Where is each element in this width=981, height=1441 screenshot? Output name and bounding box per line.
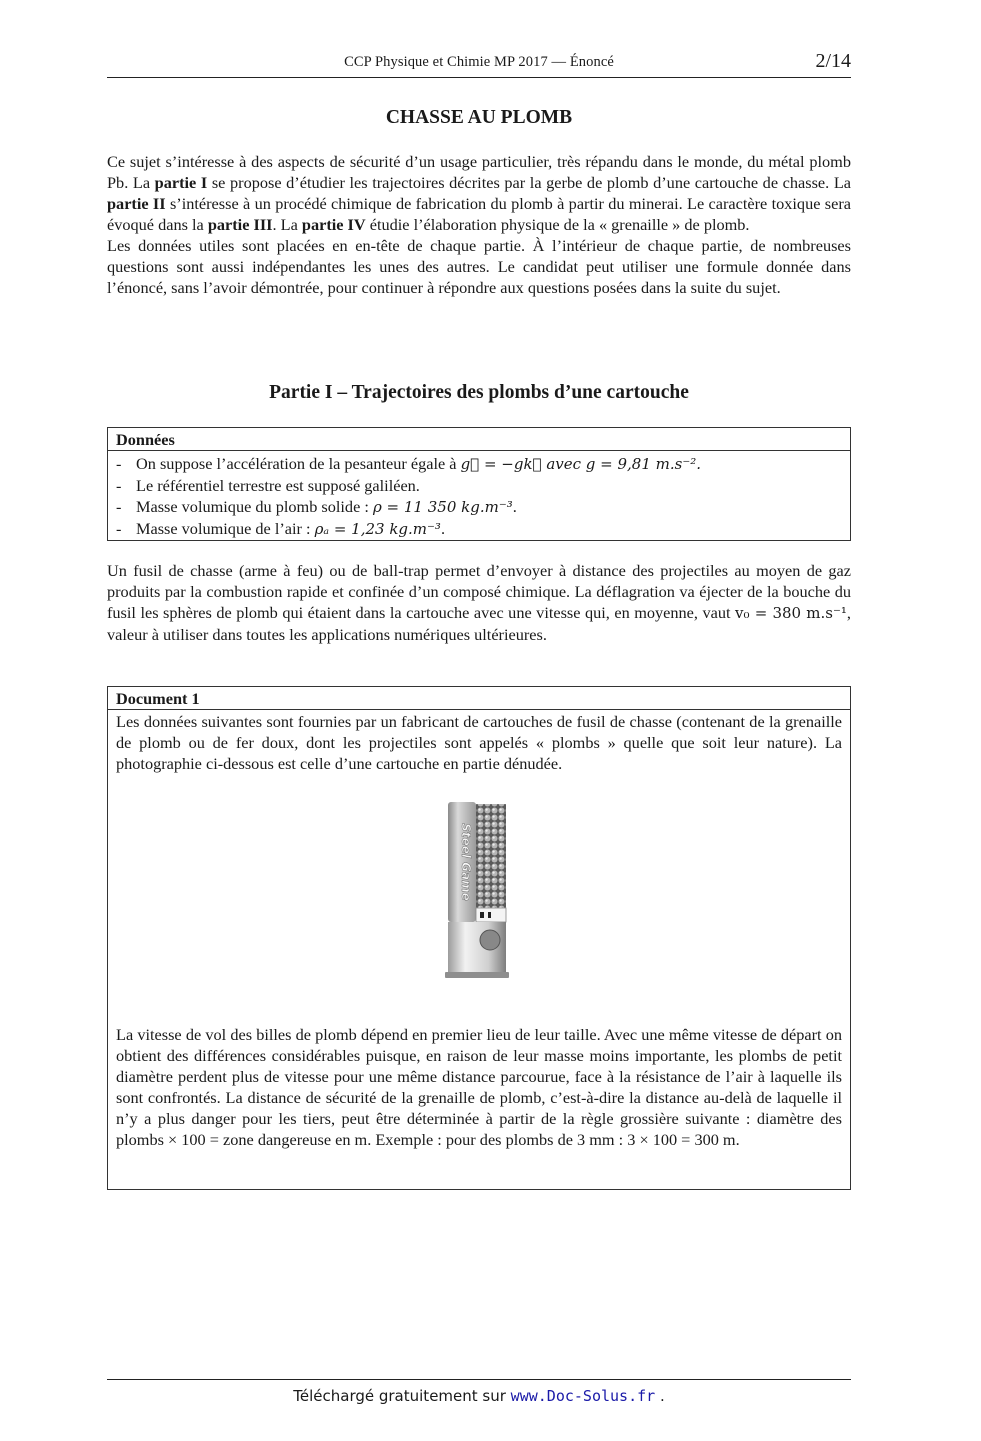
intro-bold-partie-4: partie IV [301,215,366,234]
donnees-item-end: . [512,497,517,516]
donnees-box [107,427,851,541]
intro-text-5: étudie l’élaboration physique de la « grenaille » de plomb. [365,215,750,234]
footer-link[interactable]: www.Doc-Solus.fr [510,1387,656,1405]
page-number: 2/14 [815,50,851,72]
donnees-item: - Masse volumique du plomb solide : ρ = 11 350 kg.m⁻³. [116,497,517,516]
page-footer [107,1387,851,1405]
document-1-p2: La vitesse de vol des billes de plomb dépend en premier lieu de leur taille. Avec une même vitesse de départ on obtient des différences considérables puisque, en raison de leur masse moins importante, les plombs de petit diamètre perdent plus de vitesse pour une même distance parcourue, face à la résistance de l’air à laquelle ils sont confrontés. La distance de sécurité de la grenaille de plomb, c’est-à-dire la distance au-delà de laquelle il n’y a plus danger pour les tiers, peut être déterminée à partir de la règle grossière suivante : diamètre des plombs × 100 = zone dangereuse en m. Exemple : pour des plombs de 3 mm : 3 × 100 = 300 m. [116,1025,842,1149]
document-1-heading: Document 1 [116,689,200,708]
fusil-text [107,560,851,645]
footer-rule [107,1379,851,1380]
donnees-item-end: . [440,519,446,538]
fusil-math: v₀ = 380 m.s⁻¹ [735,604,847,622]
donnees-heading: Données [108,428,850,451]
intro-bold-partie-1: partie I [154,173,208,192]
donnees-item: - On suppose l’accélération de la pesanteur égale à g⃗ = −gk⃗ avec g = 9,81 m.s⁻². [116,454,702,473]
fusil-text-body: Un fusil de chasse (arme à feu) ou de ball-trap permet d’envoyer à distance des projectiles au moyen de gaz produits par la combustion rapide et confinée d’un composé chimique. La déflagration va éjecter de la bouche du fusil les sphères de plomb qui étaient dans la cartouche avec une vitesse qui, en moyenne, vaut [107,561,851,622]
footer-text: Téléchargé gratuitement sur [293,1387,511,1405]
cartridge-photo [442,800,512,980]
intro-p2: Les données utiles sont placées en en-tête de chaque partie. À l’intérieur de chaque partie, de nombreuses questions sont aussi indépendantes les unes des autres. Le candidat peut utiliser une formule donnée dans l’énoncé, sans l’avoir démontrée, pour continuer à répondre aux questions posées dans la suite du sujet. [107,236,851,297]
fusil-text-end: , valeur à utiliser dans toutes les applications numériques ultérieures. [107,603,851,644]
donnees-item: - Le référentiel terrestre est supposé galiléen. [116,476,420,495]
intro-text-3: s’intéresse à un procédé chimique de fabrication du plomb à partir du minerai. Le caractère toxique sera évoqué dans la [107,194,851,234]
donnees-item-math: g⃗ = −gk⃗ avec g = 9,81 m.s⁻². [460,455,702,473]
brass-head [448,922,506,974]
intro-paragraph [107,151,851,298]
intro-text-2: se propose d’étudier les trajectoires décrites par la gerbe de plomb d’une cartouche de chasse. La [207,173,852,192]
intro-bold-partie-2: partie II [107,194,166,213]
fusil-paragraph [107,560,851,645]
header-title: CCP Physique et Chimie MP 2017 — Énoncé [344,54,614,70]
intro-text-4: . La [272,215,302,234]
part1-title: Partie I – Trajectoires des plombs d’une cartouche [269,382,689,403]
main-title: CHASSE AU PLOMB [385,107,573,128]
donnees-list [108,451,850,540]
cartridge-label: Steel Game [459,823,473,901]
donnees-item-text: Masse volumique de l’air : [136,519,315,538]
intro-bold-partie-3: partie III [207,215,273,234]
intro-p1 [107,151,851,235]
donnees-item-math: ρₐ = 1,23 kg.m⁻³ [314,520,441,538]
page-header [107,50,851,78]
document-1-p1: Les données suivantes sont fournies par un fabricant de cartouches de fusil de chasse (contenant de la grenaille de plomb ou de fer doux, dont les projectiles sont appelés « plombs » quelle que soit leur nature). La photographie ci-dessous est celle d’une cartouche en partie dénudée. [108,709,850,774]
donnees-item-text: Masse volumique du plomb solide : [136,497,373,516]
donnees-item-math: ρ = 11 350 kg.m⁻³ [372,498,513,516]
powder [480,930,500,950]
lead-shot [476,804,506,908]
donnees-item-text: Le référentiel terrestre est supposé galiléen. [136,476,420,495]
footer-end: . [655,1387,665,1405]
donnees-item-text: On suppose l’accélération de la pesanteur égale à [136,454,461,473]
donnees-item: - Masse volumique de l’air : ρₐ = 1,23 kg.m⁻³. [116,519,446,538]
cartridge-rim [445,972,509,978]
intro-text-1: Ce sujet s’intéresse à des aspects de sécurité d’un usage particulier, très répandu dans le monde, du métal plomb Pb. La [107,152,851,192]
